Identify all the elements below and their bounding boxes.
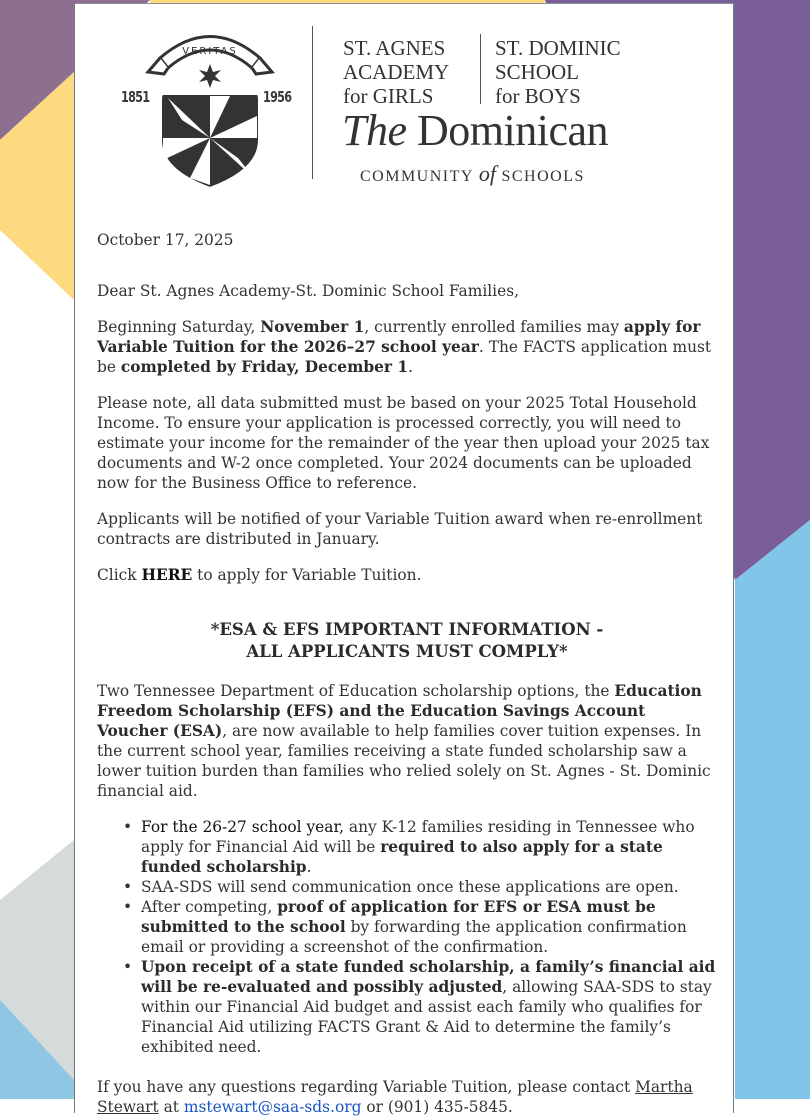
- email-link[interactable]: mstewart@saa-sds.org: [183, 1098, 362, 1116]
- letter-page: [74, 3, 734, 1116]
- logo-divider: [312, 26, 313, 179]
- scholarship-paragraph: Two Tennessee Department of Education scholarship options, the Education Freedom Scholarship (EFS) and the Education Savings Account Voucher (ESA), are now available to help families cover tuition expenses. In the current school year, families receiving a state funded scholarship saw a lower tuition burden than families who relied solely on St. Agnes - St. Dominic financial aid.: [97, 682, 711, 800]
- st-dominic-name: ST. DOMINIC SCHOOL for BOYS: [495, 36, 621, 108]
- list-item: • SAA-SDS will send communication once these applications are open.: [141, 877, 717, 897]
- list-item: • Upon receipt of a state funded scholarship, a family’s financial aid will be re-evaluated and possibly adjusted, allowing SAA-SDS to stay within our Financial Aid budget and assist each family who qualifies for Financial Aid utilizing FACTS Grant & Aid to determine the family’s exhibited need.: [141, 957, 717, 1057]
- letter-date: October 17, 2025: [97, 231, 234, 249]
- requirements-list: [97, 817, 717, 1057]
- notification-paragraph: Applicants will be notified of your Variable Tuition award when re-enrollment contracts are distributed in January.: [97, 510, 703, 548]
- founding-year-right: 1956: [263, 88, 292, 106]
- logo-subtitle: COMMUNITY of SCHOOLS: [360, 161, 585, 186]
- apply-paragraph: Click HERE to apply for Variable Tuition.: [97, 566, 422, 584]
- contact-name-link[interactable]: Martha Stewart: [97, 1078, 693, 1116]
- letter-body: [97, 230, 717, 1117]
- school-logo: [75, 4, 735, 204]
- founding-year-left: 1851: [121, 88, 150, 106]
- contact-paragraph: If you have any questions regarding Variable Tuition, please contact Martha Stewart at mstewart@saa-sds.org or (901) 435-5845.: [97, 1078, 693, 1116]
- salutation: Dear St. Agnes Academy-St. Dominic School Families,: [97, 282, 519, 300]
- enrollment-paragraph: Beginning Saturday, November 1, currently enrolled families may apply for Variable Tuition for the 2026–27 school year. The FACTS application must be completed by Friday, December 1.: [97, 318, 712, 376]
- list-item: • For the 26-27 school year, any K-12 families residing in Tennessee who apply for Financial Aid will be required to also apply for a state funded scholarship.: [141, 817, 717, 877]
- esa-efs-heading: *ESA & EFS IMPORTANT INFORMATION - ALL APPLICANTS MUST COMPLY*: [210, 620, 604, 661]
- apply-here-link[interactable]: HERE: [141, 566, 193, 584]
- svg-text:VERITAS: VERITAS: [182, 46, 238, 57]
- income-paragraph: Please note, all data submitted must be based on your 2025 Total Household Income. To ensure your application is processed correctly, you will need to estimate your income for the remainder of the year then upload your 2025 tax documents and W-2 once completed. Your 2024 documents can be uploaded now for the Business Office to reference.: [97, 394, 710, 492]
- school-divider: [480, 34, 481, 104]
- st-agnes-name: ST. AGNES ACADEMY for GIRLS: [343, 36, 450, 108]
- list-item: • After competing, proof of application for EFS or ESA must be submitted to the school by forwarding the application confirmation email or providing a screenshot of the confirmation.: [141, 897, 717, 957]
- logo-title: The Dominican: [342, 106, 609, 155]
